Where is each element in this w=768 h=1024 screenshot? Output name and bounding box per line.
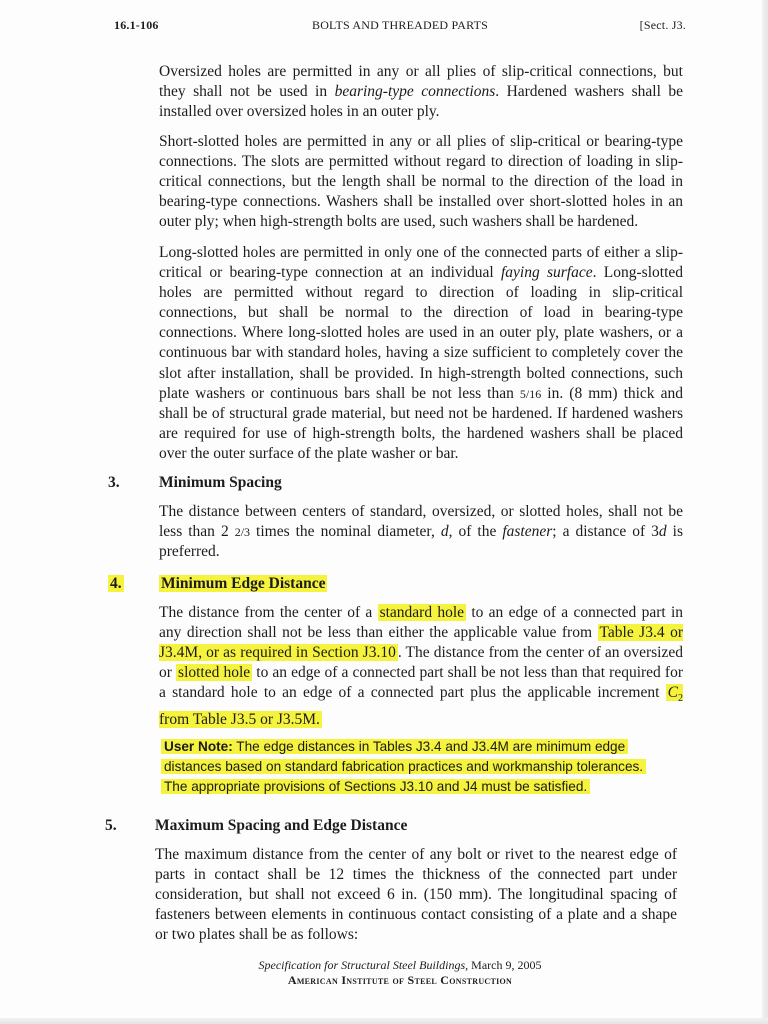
text-span: . Long-slotted holes are permitted without regard to direction of loading in slip-critical connections, but shall be normal to the direction of load in bearing-type connections. Where long-slotted holes are used in an outer ply, plate washers, or a continuous bar with standard holes, having a size sufficient to completely cover the slot after installation, shall be provided. In high-strength bolted connections, such plate washers or continuous bars shall be not less than bbox=[159, 264, 683, 402]
footer-organization: American Institute of Steel Construction bbox=[287, 973, 513, 987]
text-span: . The distance from the center of an oversized or bbox=[159, 644, 683, 682]
italic-term: fastener bbox=[502, 523, 553, 541]
section-5-number: 5. bbox=[105, 817, 117, 834]
paragraph-minimum-edge-distance bbox=[159, 603, 683, 730]
page-edge-shadow bbox=[762, 0, 768, 1024]
header-title: BOLTS AND THREADED PARTS bbox=[311, 18, 488, 32]
text-span: in. (8 mm) thick and shall be of structural grade material, but need not be hardened. If hardened washers are required for use of high-strength bolts, the hardened washers shall be placed over the outer surface of the plate washer or bar. bbox=[159, 384, 683, 462]
fraction: 5/16 bbox=[519, 386, 542, 401]
highlight: standard hole bbox=[379, 604, 465, 621]
italic-symbol: d bbox=[440, 523, 449, 541]
page-number: 16.1-106 bbox=[114, 18, 159, 32]
italic-term: faying surface bbox=[500, 264, 593, 282]
text-span: times the nominal diameter, bbox=[250, 523, 441, 541]
section-3-title: Minimum Spacing bbox=[159, 474, 282, 491]
paragraph-oversized-holes bbox=[159, 62, 683, 122]
highlight: slotted hole bbox=[178, 664, 251, 682]
user-note-line bbox=[161, 737, 675, 757]
user-note bbox=[161, 737, 675, 797]
text-span: The distance between centers of standard, oversized, or slotted holes, shall not be less than 2 bbox=[159, 503, 683, 541]
subscript: 2 bbox=[678, 693, 683, 705]
footer-spec-title: Specification for Structural Steel Buildings, bbox=[258, 958, 469, 972]
italic-symbol: C bbox=[667, 684, 678, 702]
text-span: from Table J3.5 or J3.5M. bbox=[159, 710, 320, 728]
footer-line-1 bbox=[114, 958, 686, 973]
section-4-number bbox=[108, 575, 124, 593]
text-span: to an edge of a connected part in any direction shall not be less than either the applicable value from bbox=[159, 604, 683, 642]
text-span: Long-slotted holes are permitted in only one of the connected parts of either a slip-critical or bearing-type connection at an individual bbox=[159, 244, 683, 282]
text-span: The edge distances in Tables J3.4 and J3.4M are minimum edge bbox=[232, 739, 626, 754]
highlight bbox=[161, 739, 628, 754]
highlight: Table J3.4 or J3.4M, or as required in Section J3.10 bbox=[159, 624, 683, 662]
page-footer bbox=[114, 958, 686, 988]
header-section: [Sect. J3. bbox=[639, 18, 686, 32]
page-bottom-shadow bbox=[0, 1018, 768, 1024]
text-span: . Hardened washers shall be installed over oversized holes in an outer ply. bbox=[159, 83, 683, 121]
highlight: The appropriate provisions of Sections J3.10 and J4 must be satisfied. bbox=[161, 779, 590, 794]
text-span: is preferred. bbox=[159, 523, 683, 561]
paragraph-short-slotted: Short-slotted holes are permitted in any or all plies of slip-critical or bearing-type connections. The slots are permitted without regard to direction of loading in slip-critical connections, but the length shall be normal to the direction of the load in bearing-type connections. Washers shall be installed over short-slotted holes in an outer ply; when high-strength bolts are used, such washers shall be hardened. bbox=[159, 133, 683, 231]
user-note-line bbox=[161, 757, 675, 777]
text-span: ; a distance of 3 bbox=[552, 523, 659, 541]
italic-term: bearing-type connections bbox=[334, 83, 496, 101]
text-span: The distance from the center of a bbox=[159, 604, 378, 621]
fraction: 2/3 bbox=[234, 525, 251, 540]
user-note-label: User Note: bbox=[164, 739, 233, 754]
highlight: distances based on standard fabrication practices and workmanship tolerances. bbox=[161, 759, 646, 774]
text-span: , of the bbox=[448, 523, 503, 541]
paragraph-long-slotted bbox=[159, 243, 683, 464]
user-note-line bbox=[161, 777, 675, 797]
paragraph-minimum-spacing bbox=[159, 502, 683, 562]
text-span: Oversized holes are permitted in any or all plies of slip-critical connections, but they shall not be used in bbox=[159, 63, 683, 101]
section-5-title: Maximum Spacing and Edge Distance bbox=[155, 817, 408, 834]
paragraph-maximum-spacing: The maximum distance from the center of any bolt or rivet to the nearest edge of parts in contact shall be 12 times the thickness of the connected part under consideration, but shall not exceed 6 in. (150 mm). The longitudinal spacing of fasteners between elements in continuous contact consisting of a plate and a shape or two plates shall be as follows: bbox=[155, 846, 677, 944]
italic-symbol: d bbox=[658, 523, 667, 541]
running-header bbox=[114, 18, 686, 36]
section-4-title bbox=[159, 575, 327, 593]
highlight: Minimum Edge Distance bbox=[161, 575, 326, 592]
highlight: 4. bbox=[110, 575, 122, 592]
section-3-number: 3. bbox=[108, 474, 120, 491]
footer-date: March 9, 2005 bbox=[468, 958, 542, 972]
text-span: to an edge of a connected part shall be not less than that required for a standard hole to an edge of a connected part plus the applicable increment bbox=[159, 664, 683, 702]
